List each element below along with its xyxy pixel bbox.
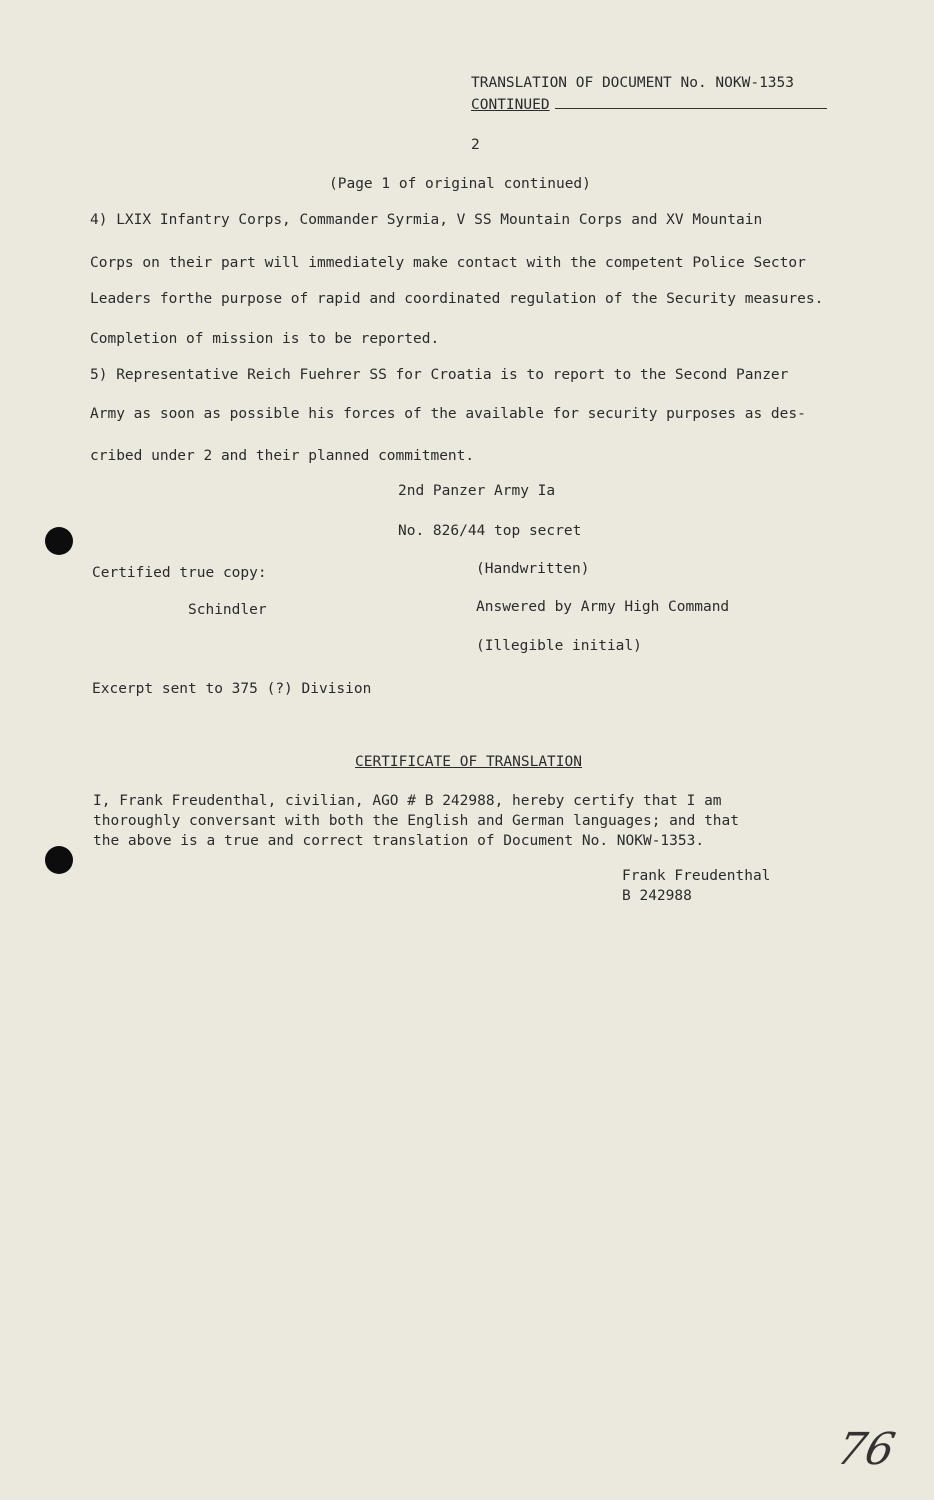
header-underline <box>555 108 827 109</box>
paragraph-5-line-2: Army as soon as possible his forces of the available for security purposes as des- <box>90 406 806 422</box>
paragraph-4-line-3: Leaders forthe purpose of rapid and coordinated regulation of the Security measures. <box>90 291 824 307</box>
punch-hole-top <box>45 527 73 555</box>
subheading: (Page 1 of original continued) <box>329 176 591 192</box>
paragraph-4-line-2: Corps on their part will immediately make contact with the competent Police Sector <box>90 255 806 271</box>
paragraph-4-line-4: Completion of mission is to be reported. <box>90 331 440 347</box>
certificate-line-2: thoroughly conversant with both the English and German languages; and that <box>93 813 740 829</box>
punch-hole-bottom <box>45 846 73 874</box>
paragraph-4-line-1: 4) LXIX Infantry Corps, Commander Syrmia, V SS Mountain Corps and XV Mountain <box>90 212 763 228</box>
illegible-initial: (Illegible initial) <box>476 638 642 654</box>
page-number: 2 <box>471 137 480 153</box>
certificate-line-1: I, Frank Freudenthal, civilian, AGO # B 242988, hereby certify that I am <box>93 793 722 809</box>
paragraph-5-line-1: 5) Representative Reich Fuehrer SS for Croatia is to report to the Second Panzer <box>90 367 789 383</box>
certified-signer: Schindler <box>188 602 267 618</box>
handwritten-page-number: 76 <box>832 1424 900 1475</box>
handwritten-answer: Answered by Army High Command <box>476 599 730 615</box>
document-header-continued: CONTINUED <box>471 97 550 113</box>
paragraph-5-line-3: cribed under 2 and their planned commitment. <box>90 448 475 464</box>
reference-number: No. 826/44 top secret <box>398 523 582 539</box>
certified-copy-label: Certified true copy: <box>92 565 267 581</box>
document-header-title: TRANSLATION OF DOCUMENT No. NOKW-1353 <box>471 75 795 91</box>
certificate-line-3: the above is a true and correct translation of Document No. NOKW-1353. <box>93 833 705 849</box>
excerpt-note: Excerpt sent to 375 (?) Division <box>92 681 372 697</box>
reference-unit: 2nd Panzer Army Ia <box>398 483 556 499</box>
certificate-title: CERTIFICATE OF TRANSLATION <box>355 754 582 770</box>
handwritten-label: (Handwritten) <box>476 561 590 577</box>
translator-number: B 242988 <box>622 888 692 904</box>
translator-name: Frank Freudenthal <box>622 868 771 884</box>
